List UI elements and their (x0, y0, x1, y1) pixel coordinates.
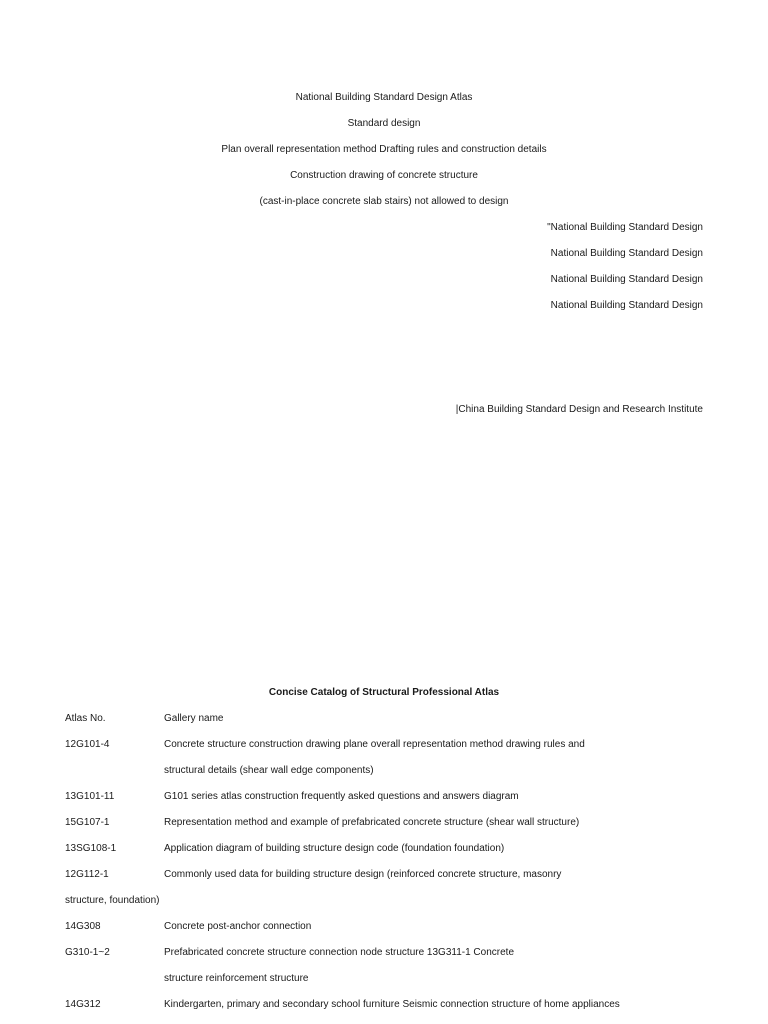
gallery-name: Concrete structure construction drawing plane overall representation method drawing rules and (164, 739, 585, 750)
atlas-no: 12G101-4 (65, 739, 110, 750)
gallery-name: Concrete post-anchor connection (164, 921, 312, 932)
cover-subtitle: Standard design (347, 118, 421, 129)
cover-right-line: National Building Standard Design (550, 274, 703, 285)
cover-title: National Building Standard Design Atlas (295, 92, 473, 103)
atlas-no: G310-1~2 (65, 947, 110, 958)
catalog-title: Concise Catalog of Structural Professional Atlas (268, 687, 500, 698)
atlas-no: 15G107-1 (65, 817, 110, 828)
gallery-name: Application diagram of building structure design code (foundation foundation) (164, 843, 505, 854)
gallery-name-continued: structural details (shear wall edge components) (164, 765, 374, 776)
gallery-name-wrapped: structure, foundation) (65, 895, 160, 906)
gallery-name: Commonly used data for building structure design (reinforced concrete structure, masonry (164, 869, 562, 880)
gallery-name: Representation method and example of prefabricated concrete structure (shear wall structure) (164, 817, 580, 828)
gallery-name: Prefabricated concrete structure connection node structure 13G311-1 Concrete (164, 947, 515, 958)
atlas-no: 14G312 (65, 999, 101, 1010)
atlas-no: 14G308 (65, 921, 101, 932)
header-gallery-name: Gallery name (164, 713, 224, 724)
cover-drawing: Construction drawing of concrete structure (290, 170, 478, 181)
cover-note: (cast-in-place concrete slab stairs) not allowed to design (259, 196, 509, 207)
cover-institute: |China Building Standard Design and Research Institute (455, 404, 703, 415)
cover-right-line: National Building Standard Design (550, 300, 703, 311)
atlas-no: 12G112-1 (65, 869, 109, 880)
gallery-name: G101 series atlas construction frequently asked questions and answers diagram (164, 791, 519, 802)
cover-right-line: National Building Standard Design (550, 248, 703, 259)
cover-right-line: "National Building Standard Design (547, 222, 703, 233)
gallery-name-continued: structure reinforcement structure (164, 973, 309, 984)
header-atlas-no: Atlas No. (65, 713, 106, 724)
gallery-name: Kindergarten, primary and secondary school furniture Seismic connection structure of home appliances (164, 999, 620, 1010)
cover-subject: Plan overall representation method Drafting rules and construction details (221, 144, 547, 155)
atlas-no: 13SG108-1 (65, 843, 117, 854)
atlas-no: 13G101-11 (65, 791, 115, 802)
